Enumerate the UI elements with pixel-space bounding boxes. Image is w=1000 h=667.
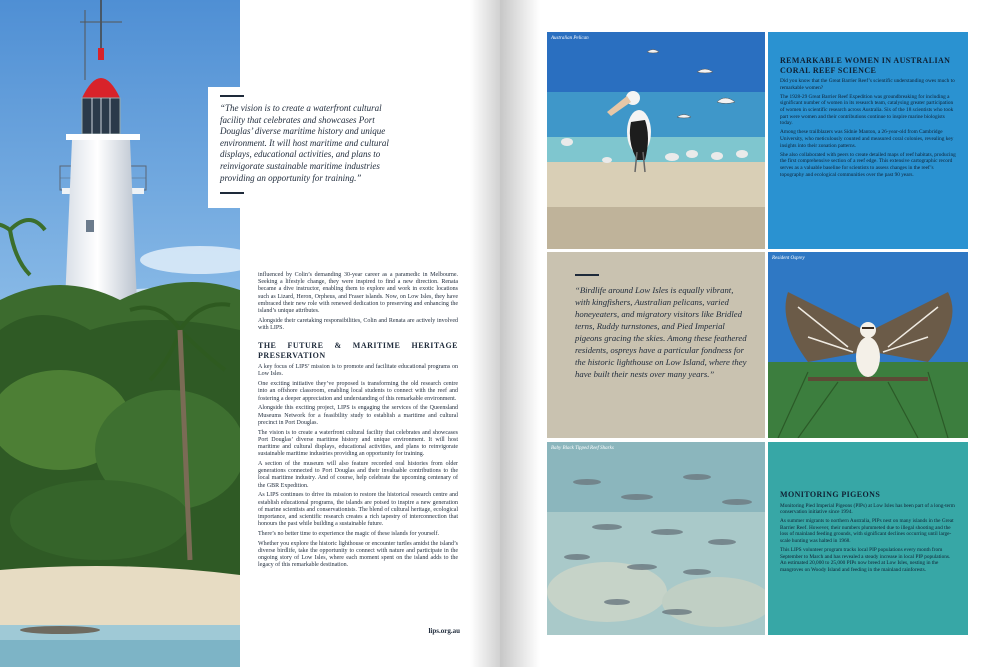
birdlife-quote-box [547, 252, 765, 438]
quote-rule [220, 192, 244, 194]
women-paragraph: The 1928-29 Great Barrier Reef Expedition was groundbreaking for including a significant number of women in its research team, catalysing greater participation of women in scientific research across Australia. Six of the 18 scientists who took part were women and their contributions continue to inspire marine biologists today. [780, 93, 954, 127]
quote-rule [575, 274, 599, 276]
pigeons-heading: MONITORING PIGEONS [780, 490, 881, 499]
section-heading: THE FUTURE & MARITIME HERITAGE PRESERVATION [258, 341, 458, 360]
women-paragraph: Did you know that the Great Barrier Reef’s scientific understanding owes much to remarkable women? [780, 78, 955, 91]
photo-caption: Baby Black Tipped Reef Sharks [551, 446, 614, 451]
osprey-photo [768, 252, 968, 438]
lighthouse-photo [0, 0, 240, 667]
pelican-photo [547, 32, 765, 249]
photo-caption: Resident Osprey [772, 256, 805, 261]
women-heading: REMARKABLE WOMEN IN AUSTRALIAN CORAL REEF SCIENCE [780, 56, 951, 75]
body-paragraph: One exciting initiative they’ve proposed is transforming the old research centre into an offshore classroom, enabling local students to connect with the reef and fostering a deeper appreciation and understanding of this remarkable environment. [258, 381, 458, 402]
pigeons-paragraph: As summer migrants to northern Australia, PIPs nest on many islands in the Great Barrier Reef. However, their numbers plummeted due to illegal shooting and the loss of mainland feeding grounds, with significant declines occurring until large-scale hunting was halted in 1968. [780, 518, 954, 545]
right-page [500, 0, 1000, 667]
pigeons-paragraph: Monitoring Pied Imperial Pigeons (PIPs) at Low Isles has been part of a long-term conservation initiative since 1994. [780, 502, 955, 516]
body-paragraph: Alongside this exciting project, LIPS is engaging the services of the Queensland Museums Network for a feasibility study to establish a maritime and cultural precinct in Port Douglas. [258, 405, 458, 426]
pull-quote [208, 87, 404, 208]
remarkable-women-box [768, 32, 968, 249]
women-paragraph: Among these trailblazers was Sidnie Manton, a 26-year-old from Cambridge University, who meticulously counted and measured coral colonies, revealing key insights into their zonation patterns. [780, 129, 954, 149]
body-paragraph: As LIPS continues to drive its mission to restore the historical research centre and establish educational programs, the islands are poised to inspire a new generation of marine scientists and conservationists. The blend of cultural heritage, ecological importance, and scientific research creates a rich tapestry of interconnection that honours the past while building a sustainable future. [258, 492, 458, 528]
sharks-photo [547, 442, 765, 635]
body-paragraph: There’s no better time to experience the magic of these islands for yourself. [258, 531, 440, 538]
monitoring-pigeons-box [768, 442, 968, 635]
body-paragraph: The vision is to create a waterfront cultural facility that celebrates and showcases Port Douglas’ diverse maritime history and unique environment. It will host maritime and cultural displays, educational activities, and plans to reinvigorate sustainable maritime industries providing an opportunity for training. [258, 429, 458, 458]
footer-url[interactable]: lips.org.au [428, 627, 460, 635]
body-paragraph: influenced by Colin’s demanding 30-year career as a paramedic in Melbourne. Seeking a lifestyle change, they were inspired to find a new direction. Renata became a dive instructor, enabling them to explore and work in exotic locations such as Lizard, Heron, Orpheus, and Fraser islands. Now, on Low Isles, they have embraced their new role with renewed dedication to preserving and enhancing the island’s unique attributes. [258, 272, 458, 315]
body-paragraph: Alongside their caretaking responsibilities, Colin and Renata are actively involved with LIPS. [258, 317, 458, 332]
body-paragraph: A key focus of LIPS’ mission is to promote and facilitate educational programs on Low Isles. [258, 364, 458, 378]
gutter-shadow [500, 0, 540, 667]
body-paragraph: A section of the museum will also feature recorded oral histories from older generations connected to Port Douglas and their invaluable contributions to the local maritime industry. And of course, help celebrate the upcoming centenary of the GBR Expedition. [258, 461, 458, 489]
article-body [258, 272, 458, 572]
photo-caption: Australian Pelican [551, 36, 589, 41]
pull-quote-text: “The vision is to create a waterfront cultural facility that celebrates and showcases Port Douglas’ diverse maritime history and unique environment. It will host maritime and cultural displays, educational activities, and plans to reinvigorate sustainable maritime industries providing an opportunity for training.” [220, 103, 389, 183]
women-paragraph: She also collaborated with peers to create detailed maps of reef habitats, producing the first comprehensive section of a reef edge. This extensive cartographic record serves as a valuable baseline for scientists to assess changes in the reef’s topography and ecological communities over the past 90 years. [780, 151, 956, 178]
gutter-shadow [470, 0, 500, 667]
body-paragraph: Whether you explore the historic lighthouse or encounter turtles amidst the island’s diverse birdlife, take the opportunity to connect with nature and participate in the ongoing story of Low Isles, where each moment spent on the island adds to the legacy of this remarkable destination. [258, 540, 458, 569]
birdlife-quote-text: “Birdlife around Low Isles is equally vibrant, with kingfishers, Australian pelicans, varied honeyeaters, and migratory visitors like Bridled terns, Ruddy turnstones, and Pied Imperial pigeons gracing the skies. Among these feathered residents, ospreys have a particular fondness for the historic lighthouse on Low Island, where they have built their nests over many years.” [575, 285, 747, 379]
quote-rule [220, 95, 244, 97]
pigeons-paragraph: This LIPS volunteer program tracks local PIP populations every month from September to March and has revealed a steady increase in local PIP populations. An estimated 20,000 to 25,000 PIPs now breed at Low Isles, nesting in the mangroves on Woody Island and feeding in the mainland rainforests. [780, 547, 951, 574]
